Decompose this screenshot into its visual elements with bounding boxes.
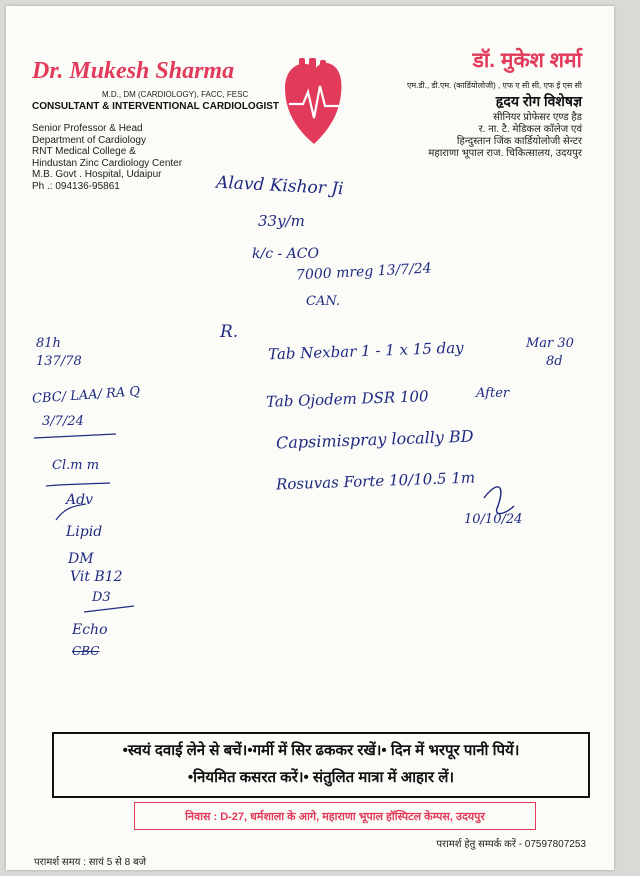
underline-stroke: [34, 434, 116, 438]
info-line: हिन्दुस्तान जिंक कार्डियोलोजी सेन्टर: [456, 136, 582, 147]
info-line: र. ना. टै. मेडिकल कॉलेज एवं: [478, 124, 582, 135]
left-note: Adv: [66, 492, 93, 508]
info-line: RNT Medical College &: [32, 146, 136, 157]
underline-stroke: [46, 483, 110, 486]
info-line: M.B. Govt . Hospital, Udaipur: [32, 169, 162, 180]
rx-side-note: Mar 30: [526, 336, 574, 351]
consultation-time: परामर्श समय : सायं 5 से 8 बजे: [34, 857, 147, 868]
rx-line-2: Tab Ojodem DSR 100: [265, 387, 429, 411]
followup-note-2: CAN.: [306, 294, 341, 309]
left-note: Echo: [72, 622, 108, 638]
patient-name: Alavd Kishor Ji: [215, 172, 345, 200]
left-note: 81h: [36, 336, 61, 351]
left-note: DM: [68, 551, 94, 567]
rx-side-note: 8d: [546, 354, 563, 369]
health-advice-box: [52, 732, 590, 798]
left-note: Lipid: [66, 524, 103, 540]
advice-line-2: •नियमित कसरत करें।• संतुलित मात्रा में आहार लें।: [187, 769, 455, 786]
affiliation-hindi: [428, 112, 582, 160]
rx-line-3: Capsimispray locally BD: [275, 426, 474, 453]
info-line: Department of Cardiology: [32, 134, 146, 146]
consultation-contact: परामर्श हेतु सम्पर्क करें - 07597807253: [436, 839, 586, 850]
heart-logo-icon: [283, 58, 345, 146]
doctor-name-english: Dr. Mukesh Sharma: [32, 58, 235, 84]
designation-english: CONSULTANT & INTERVENTIONAL CARDIOLOGIST: [32, 101, 280, 112]
designation-hindi: हृदय रोग विशेषज्ञ: [495, 93, 582, 109]
left-note: 3/7/24: [42, 414, 84, 429]
rx-symbol: R.: [220, 322, 239, 342]
left-note: D3: [92, 590, 111, 605]
patient-age: 33y/m: [258, 212, 305, 230]
info-line: महाराणा भूपाल राज. चिकित्सालय, उदयपुर: [428, 148, 582, 159]
left-note: Cl.m m: [52, 458, 100, 473]
left-note: Vit B12: [70, 569, 123, 585]
phone-line: Ph .: 094136-95861: [32, 180, 120, 192]
affiliation-english: [32, 123, 182, 192]
residence-address-box: [134, 802, 536, 830]
left-note: 137/78: [36, 354, 82, 369]
info-line: सीनियर प्रोफेसर एण्ड हैड: [493, 112, 582, 123]
prescription-sheet: [6, 6, 614, 870]
doctor-name-hindi: डॉ. मुकेश शर्मा: [472, 49, 582, 72]
degrees-english: M.D., DM (CARDIOLOGY), FACC, FESC: [102, 90, 249, 99]
underline-stroke: [84, 606, 134, 612]
rx-line-4: Rosuvas Forte 10/10.5 1m: [275, 468, 476, 494]
residence-address: निवास : D-27, धर्मशाला के आगे, महाराणा भूपाल हॉस्पिटल केम्पस, उदयपुर: [185, 811, 485, 823]
left-note: CBC/ LAA/ RA Q: [31, 384, 141, 407]
degrees-hindi: एम.डी., डी.एम. (कार्डियोलोजी) , एफ ए सी सी, एफ ई एस सी: [406, 81, 582, 90]
rx-side-note: After: [476, 386, 510, 401]
complaint-note: k/c - ACO: [252, 246, 319, 262]
signature-date: 10/10/24: [464, 512, 523, 527]
advice-line-1: •स्वयं दवाई लेने से बचें।•गर्मी में सिर ढककर रखें।• दिन में भरपूर पानी पियें।: [122, 742, 520, 759]
info-line: Hindustan Zinc Cardiology Center: [32, 157, 183, 169]
rx-line-1: Tab Nexbar 1 - 1 x 15 day: [267, 338, 464, 364]
signature-icon: [484, 487, 514, 514]
info-line: Senior Professor & Head: [32, 123, 143, 134]
left-note-struck: CBC: [72, 644, 100, 658]
followup-note: 7000 mreg 13/7/24: [295, 260, 433, 284]
